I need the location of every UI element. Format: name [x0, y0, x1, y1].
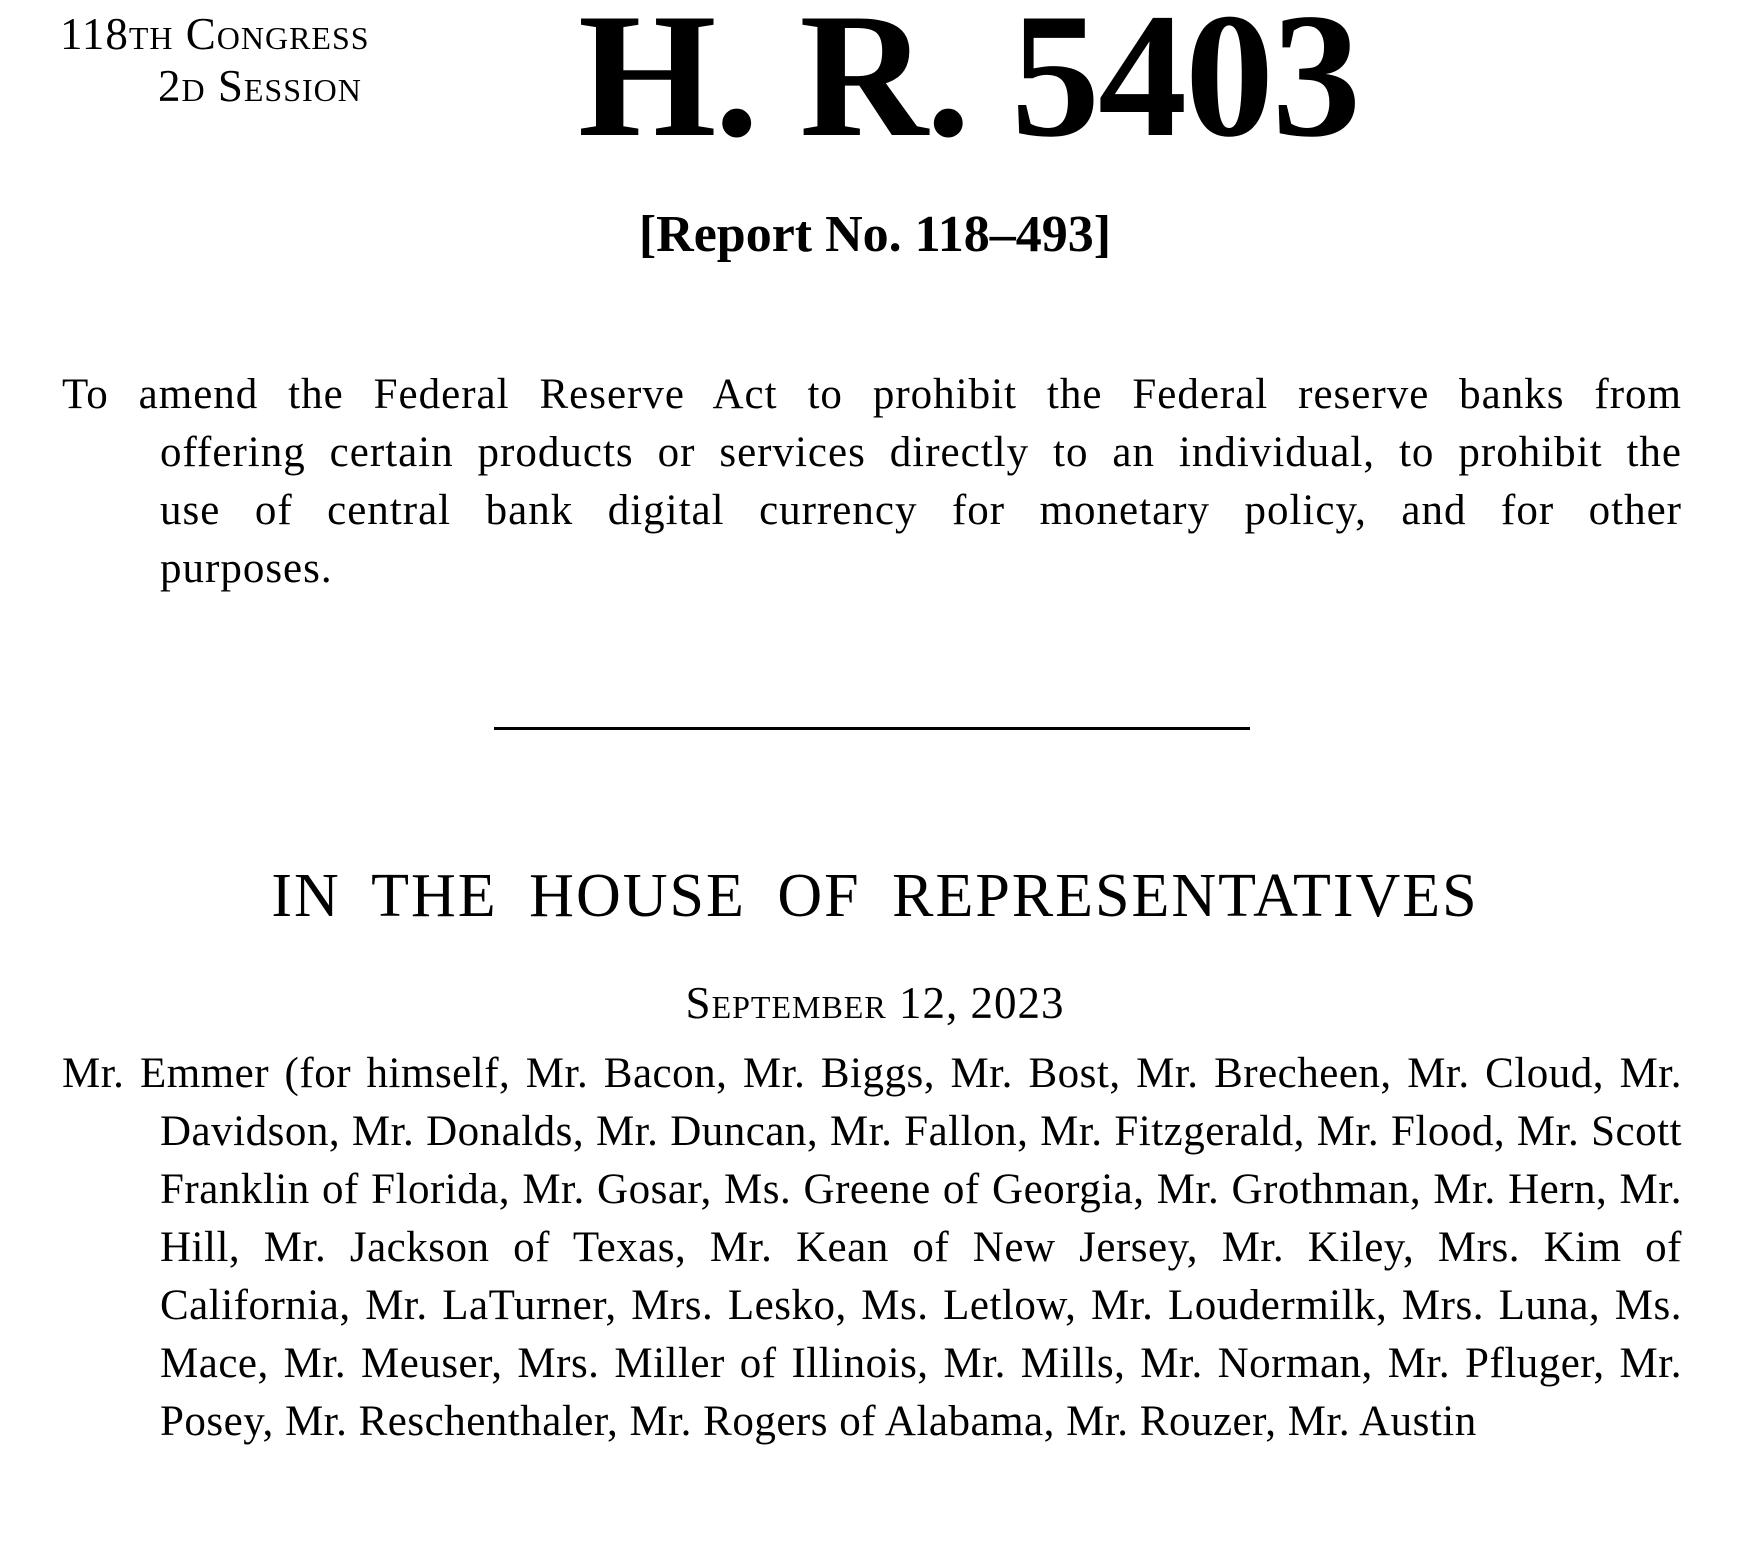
- chamber-heading: IN THE HOUSE OF REPRESENTATIVES: [271, 862, 1479, 930]
- congress-label: 118th Congress: [60, 9, 370, 59]
- sponsors-list: Mr. Emmer (for himself, Mr. Bacon, Mr. Biggs, Mr. Bost, Mr. Brecheen, Mr. Cloud, Mr. Davidson, Mr. Donalds, Mr. Duncan, Mr. Fallon, Mr. Fitzgerald, Mr. Flood, Mr. Scott Franklin of Florida, Mr. Gosar, Ms. Greene of Georgia, Mr. Grothman, Mr. Hern, Mr. Hill, Mr. Jackson of Texas, Mr. Kean of New Jersey, Mr. Kiley, Mrs. Kim of California, Mr. LaTurner, Mrs. Lesko, Ms. Letlow, Mr. Loudermilk, Mrs. Luna, Ms. Mace, Mr. Meuser, Mrs. Miller of Illinois, Mr. Mills, Mr. Norman, Mr. Pfluger, Mr. Posey, Mr. Reschenthaler, Mr. Rogers of Alabama, Mr. Rouzer, Mr. Austin: [62, 1050, 1682, 1445]
- report-number: [Report No. 118–493]: [638, 206, 1112, 263]
- bill-number: H. R. 5403: [578, 0, 1359, 174]
- bill-purpose: To amend the Federal Reserve Act to prohibit the Federal reserve banks from offering certain products or services directly to an individual, to prohibit the use of central bank digital currency for monetary policy, and for other purposes.: [62, 371, 1682, 592]
- introduction-date: September 12, 2023: [685, 978, 1065, 1028]
- section-divider: [494, 727, 1250, 730]
- congress-session-block: [60, 8, 520, 112]
- session-label: 2d Session: [158, 61, 362, 111]
